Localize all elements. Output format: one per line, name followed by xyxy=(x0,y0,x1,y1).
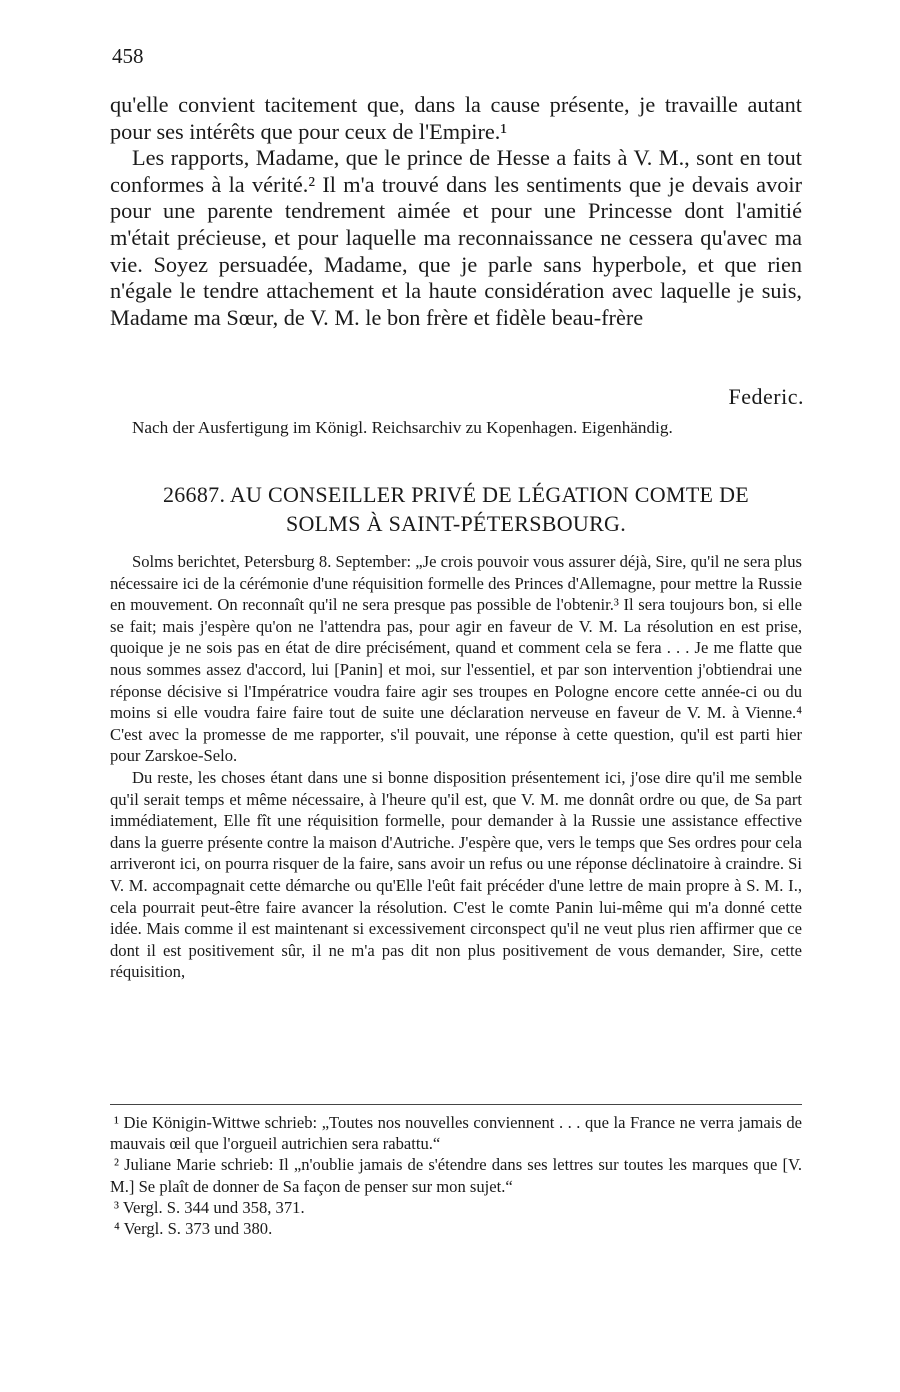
footnote: ³ Vergl. S. 344 und 358, 371. xyxy=(114,1197,305,1217)
footnote: ⁴ Vergl. S. 373 und 380. xyxy=(114,1219,273,1239)
signature: Federic. xyxy=(728,384,804,409)
page-number: 458 xyxy=(112,44,144,68)
letter-paragraph: Solms berichtet, Petersburg 8. September: „Je crois pouvoir vous assurer déjà, Sire, qu'il ne sera plus nécessaire ici de la cérémonie d'une réquisition formelle des Princes d'Allemagne, pour mettre la Russie en mouvement. On reconnaît qu'il ne sera presque pas possible de l'obtenir.³ Il sera toujours bon, si elle se fait; mais j'espère qu'on ne l'attendra pas, pour agir en faveur de V. M. La résolution en est prise, quoique je ne sois pas en état de dire précisément, quand et comment cela se fera . . . Je me flatte que nous sommes assez d'accord, lui [Panin] et moi, sur l'essentiel, et par son intervention j'obtiendrai une réponse décisive si l'Impératrice voudra faire agir ses troupes en Pologne encore cette année-ci ou du moins si elle voudra faire faire tout de suite une déclaration nerveuse en faveur de V. M. à Vienne.⁴ C'est avec la promesse de me rapporter, s'il pouvait, une réponse à cette question, qu'il est parti hier pour Zarskoe-Selo. xyxy=(110,552,802,766)
letter-body xyxy=(110,551,802,983)
document-heading xyxy=(110,480,802,538)
main-text xyxy=(110,92,802,331)
main-paragraph: qu'elle convient tacitement que, dans la cause présente, je travaille autant pour ses intérêts que pour ceux de l'Empire.¹ xyxy=(110,92,802,144)
source-note: Nach der Ausfertigung im Königl. Reichsarchiv zu Kopenhagen. Eigenhändig. xyxy=(132,418,673,437)
footnote: ¹ Die Königin-Wittwe schrieb: „Toutes nos nouvelles conviennent . . . que la France ne verra jamais de mauvais œil que l'orgueil autrichien sera rabattu.“ xyxy=(110,1113,802,1154)
heading-line: SOLMS À SAINT-PÉTERSBOURG. xyxy=(285,511,627,536)
footnotes xyxy=(110,1112,802,1239)
letter-paragraph: Du reste, les choses étant dans une si bonne disposition présentement ici, j'ose dire qu'il me semble qu'il serait temps et même nécessaire, à l'heure qu'il est, que V. M. me donnât ordre ou que, de Sa part immédiatement, Elle fît une réquisition formelle, pour demander à la Russie une assistance effective dans la guerre présente contre la maison d'Autriche. J'espère que, vers le temps que Ses ordres pour cela arriveront ici, on pourra risquer de la faire, sans avoir un refus ou une réponse déclinatoire à craindre. Si V. M. accompagnait cette démarche ou qu'Elle l'eût fait précéder d'une lettre de main propre à S. M. I., cela pourrait peut-être faire avancer la résolution. C'est le comte Panin lui-même qui m'a donné cette idée. Mais comme il est maintenant si excessivement circonspect qu'il ne veut plus rien affirmer que ce dont il est positivement sûr, il ne m'a pas dit non plus positivement de vous demander, Sire, cette réquisition, xyxy=(110,767,802,982)
footnote-rule xyxy=(110,1104,802,1105)
heading-line: 26687. AU CONSEILLER PRIVÉ DE LÉGATION COMTE DE xyxy=(162,482,750,507)
footnote: ² Juliane Marie schrieb: Il „n'oublie jamais de s'étendre dans ses lettres sur toutes les marques que [V. M.] Se plaît de donner de Sa façon de penser sur mon sujet.“ xyxy=(110,1155,802,1196)
main-paragraph: Les rapports, Madame, que le prince de Hesse a faits à V. M., sont en tout conformes à la vérité.² Il m'a trouvé dans les sentiments que je devais avoir pour une parente tendrement aimée et pour une Princesse dont l'amitié m'était précieuse, et pour laquelle ma reconnaissance ne cessera qu'avec ma vie. Soyez persuadée, Madame, que je parle sans hyperbole, et que rien n'égale le tendre attachement et la haute considération avec laquelle je suis, Madame ma Sœur, de V. M. le bon frère et fidèle beau-frère xyxy=(110,145,802,330)
